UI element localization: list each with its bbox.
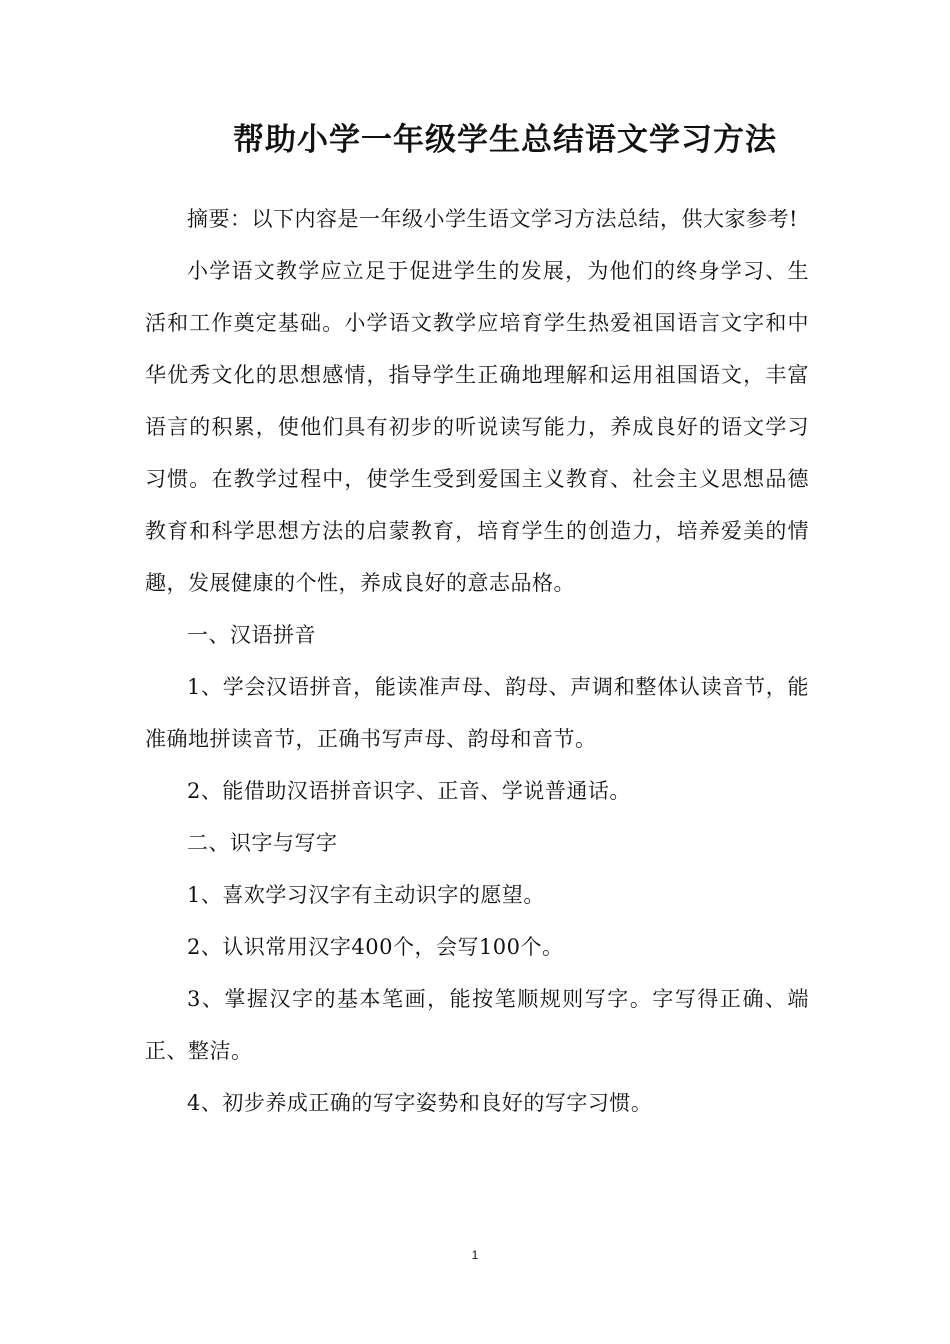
list-item: 1、学会汉语拼音，能读准声母、韵母、声调和整体认读音节，能准确地拼读音节，正确书写声母、韵母和音节。 bbox=[145, 675, 809, 751]
section-heading-pinyin: 一、汉语拼音 bbox=[187, 623, 316, 647]
list-item: 3、掌握汉字的基本笔画，能按笔顺规则写字。字写得正确、端正、整洁。 bbox=[145, 987, 809, 1063]
page-number: 1 bbox=[471, 1248, 479, 1262]
section-heading-literacy: 二、识字与写字 bbox=[187, 831, 338, 855]
intro-paragraph: 小学语文教学应立足于促进学生的发展，为他们的终身学习、生活和工作奠定基础。小学语文教学应培育学生热爱祖国语言文字和中华优秀文化的思想感情，指导学生正确地理解和运用祖国语文，丰富语言的积累，使他们具有初步的听说读写能力，养成良好的语文学习习惯。在教学过程中，使学生受到爱国主义教育、社会主义思想品德教育和科学思想方法的启蒙教育，培育学生的创造力，培养爱美的情趣，发展健康的个性，养成良好的意志品格。 bbox=[145, 259, 809, 595]
list-item: 4、初步养成正确的写字姿势和良好的写字习惯。 bbox=[187, 1091, 653, 1115]
list-item: 2、能借助汉语拼音识字、正音、学说普通话。 bbox=[187, 779, 631, 803]
document-title: 帮助小学一年级学生总结语文学习方法 bbox=[233, 122, 777, 158]
list-item: 1、喜欢学习汉字有主动识字的愿望。 bbox=[187, 883, 545, 907]
abstract-paragraph: 摘要：以下内容是一年级小学生语文学习方法总结，供大家参考! bbox=[187, 207, 798, 231]
document-body bbox=[145, 193, 809, 1129]
list-item: 2、认识常用汉字400个，会写100个。 bbox=[187, 935, 564, 959]
